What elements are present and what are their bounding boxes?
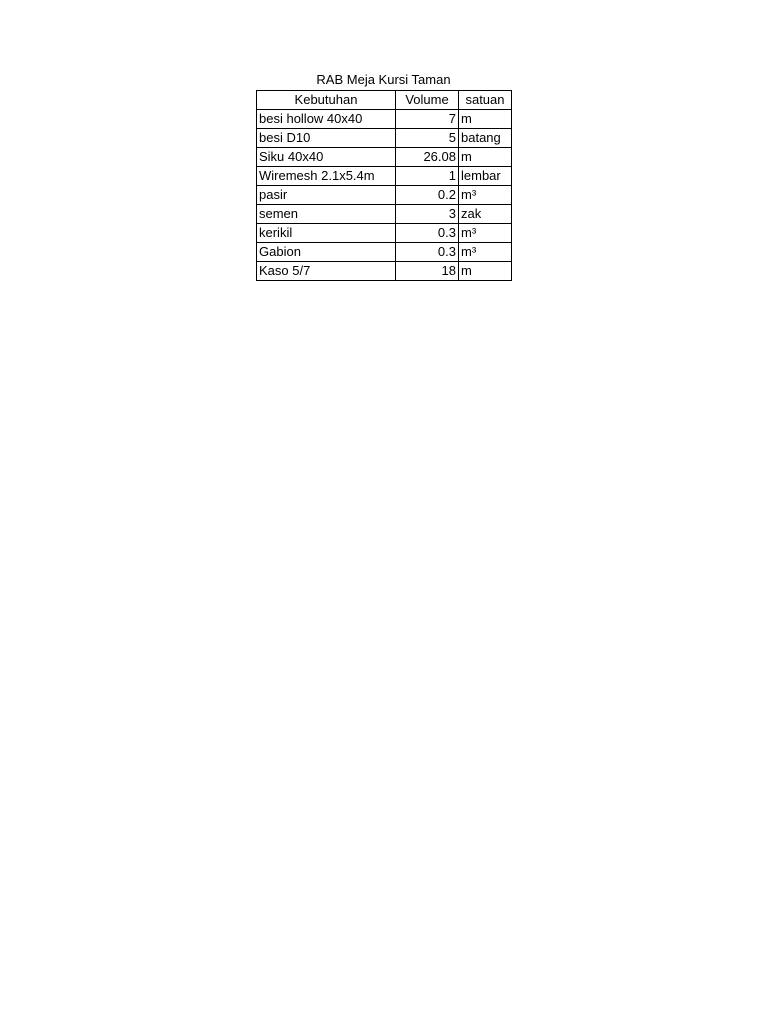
- table-row: [257, 243, 512, 262]
- volume-cell: 18: [396, 262, 459, 281]
- item-cell: Gabion: [257, 243, 396, 262]
- header-unit: satuan: [459, 91, 512, 110]
- table-row: [257, 262, 512, 281]
- item-cell: besi D10: [257, 129, 396, 148]
- rab-sheet: [256, 70, 511, 281]
- unit-cell: m: [459, 148, 512, 167]
- table-row: [257, 129, 512, 148]
- unit-cell: m³: [459, 224, 512, 243]
- header-volume: Volume: [396, 91, 459, 110]
- item-cell: Kaso 5/7: [257, 262, 396, 281]
- volume-cell: 0.3: [396, 224, 459, 243]
- table-row: [257, 148, 512, 167]
- unit-cell: m³: [459, 243, 512, 262]
- volume-cell: 0.2: [396, 186, 459, 205]
- item-cell: kerikil: [257, 224, 396, 243]
- unit-cell: lembar: [459, 167, 512, 186]
- item-cell: Siku 40x40: [257, 148, 396, 167]
- volume-cell: 3: [396, 205, 459, 224]
- table-row: [257, 186, 512, 205]
- unit-cell: m: [459, 262, 512, 281]
- volume-cell: 26.08: [396, 148, 459, 167]
- rab-table: [256, 90, 512, 281]
- volume-cell: 7: [396, 110, 459, 129]
- item-cell: besi hollow 40x40: [257, 110, 396, 129]
- item-cell: pasir: [257, 186, 396, 205]
- volume-cell: 5: [396, 129, 459, 148]
- table-row: [257, 224, 512, 243]
- item-cell: Wiremesh 2.1x5.4m: [257, 167, 396, 186]
- item-cell: semen: [257, 205, 396, 224]
- table-row: [257, 167, 512, 186]
- unit-cell: m: [459, 110, 512, 129]
- unit-cell: zak: [459, 205, 512, 224]
- volume-cell: 1: [396, 167, 459, 186]
- sheet-title: RAB Meja Kursi Taman: [316, 72, 451, 87]
- volume-cell: 0.3: [396, 243, 459, 262]
- unit-cell: batang: [459, 129, 512, 148]
- header-item: Kebutuhan: [257, 91, 396, 110]
- table-row: [257, 205, 512, 224]
- unit-cell: m³: [459, 186, 512, 205]
- header-row: [257, 91, 512, 110]
- table-row: [257, 110, 512, 129]
